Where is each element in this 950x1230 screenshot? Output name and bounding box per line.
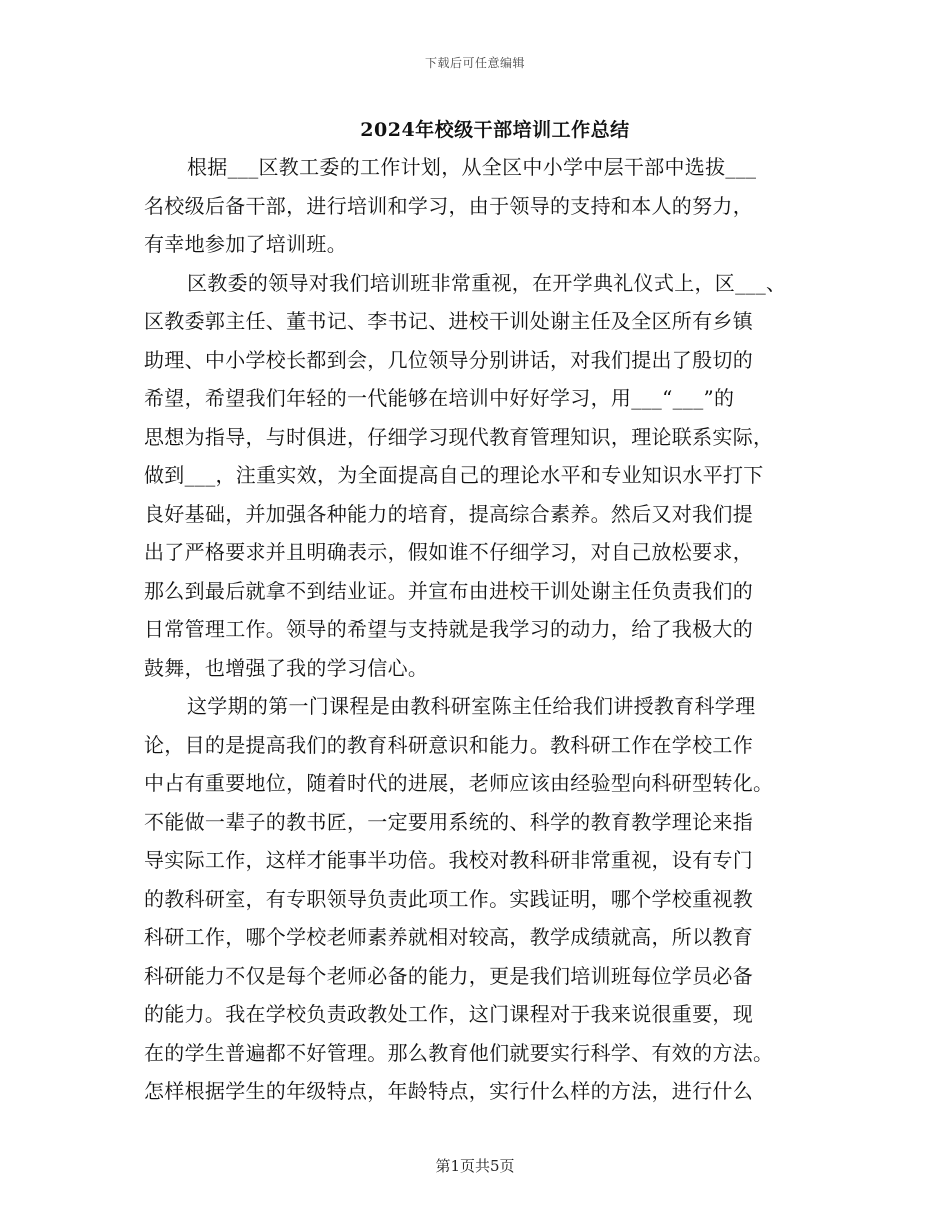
paragraph-2-line-8: 出了严格要求并且明确表示，假如谁不仔细学习，对自己放松要求， [144, 540, 753, 564]
page-number: 第1页共5页 [435, 1157, 515, 1175]
paragraph-2-line-2: 区教委郭主任、董书记、李书记、进校干训处谢主任及全区所有乡镇 [144, 309, 753, 333]
paragraph-3-line-5: 导实际工作，这样才能事半功倍。我校对教科研非常重视，设有专门 [144, 848, 753, 872]
paragraph-3-line-8: 科研能力不仅是每个老师必备的能力，更是我们培训班每位学员必备 [144, 963, 753, 988]
document-title: 2024年校级干部培训工作总结 [360, 119, 630, 141]
paragraph-3-line-6: 的教科研室，有专职领导负责此项工作。实践证明，哪个学校重视教 [144, 886, 753, 911]
paragraph-2-line-3: 助理、中小学校长都到会，几位领导分别讲话，对我们提出了殷切的 [144, 347, 753, 372]
paragraph-3-line-2: 论，目的是提高我们的教育科研意识和能力。教科研工作在学校工作 [144, 732, 753, 757]
paragraph-1-line-1: 根据___区教工委的工作计划，从全区中小学中层干部中选拔___ [187, 155, 757, 179]
document-body [144, 148, 826, 1111]
paragraph-2-line-9: 那么到最后就拿不到结业证。并宣布由进校干训处谢主任负责我们的 [144, 578, 753, 603]
paragraph-2-line-11: 鼓舞，也增强了我的学习信心。 [144, 655, 429, 680]
paragraph-3-line-7: 科研工作，哪个学校老师素养就相对较高，教学成绩就高，所以教育 [144, 925, 753, 949]
paragraph-2-line-7: 良好基础，并加强各种能力的培育，提高综合素养。然后又对我们提 [144, 501, 753, 526]
paragraph-3-line-4: 不能做一辈子的教书匠，一定要用系统的、科学的教育教学理论来指 [144, 809, 753, 834]
paragraph-2-line-10: 日常管理工作。领导的希望与支持就是我学习的动力，给了我极大的 [144, 617, 753, 641]
paragraph-2-line-1: 区教委的领导对我们培训班非常重视，在开学典礼仪式上，区___、 [187, 270, 787, 295]
paragraph-1-line-3: 有幸地参加了培训班。 [144, 232, 347, 256]
paragraph-3-line-3: 中占有重要地位，随着时代的进展，老师应该由经验型向科研型转化。 [144, 771, 774, 795]
paragraph-3-line-1: 这学期的第一门课程是由教科研室陈主任给我们讲授教育科学理 [187, 694, 756, 718]
header-note: 下载后可任意编辑 [424, 56, 525, 70]
paragraph-2-line-4: 希望，希望我们年轻的一代能够在培训中好好学习，用___“___”的 [144, 386, 735, 410]
paragraph-3-line-9: 的能力。我在学校负责政教处工作，这门课程对于我来说很重要，现 [144, 1002, 753, 1026]
paragraph-2-line-6: 做到___，注重实效，为全面提高自己的理论水平和专业知识水平打下 [144, 463, 764, 487]
paragraph-3-line-11: 怎样根据学生的年级特点，年龄特点，实行什么样的方法，进行什么 [144, 1079, 753, 1103]
paragraph-1-line-2: 名校级后备干部，进行培训和学习，由于领导的支持和本人的努力， [144, 193, 753, 218]
paragraph-2-line-5: 思想为指导，与时俱进，仔细学习现代教育管理知识，理论联系实际， [144, 424, 774, 449]
paragraph-3-line-10: 在的学生普遍都不好管理。那么教育他们就要实行科学、有效的方法。 [144, 1040, 774, 1065]
